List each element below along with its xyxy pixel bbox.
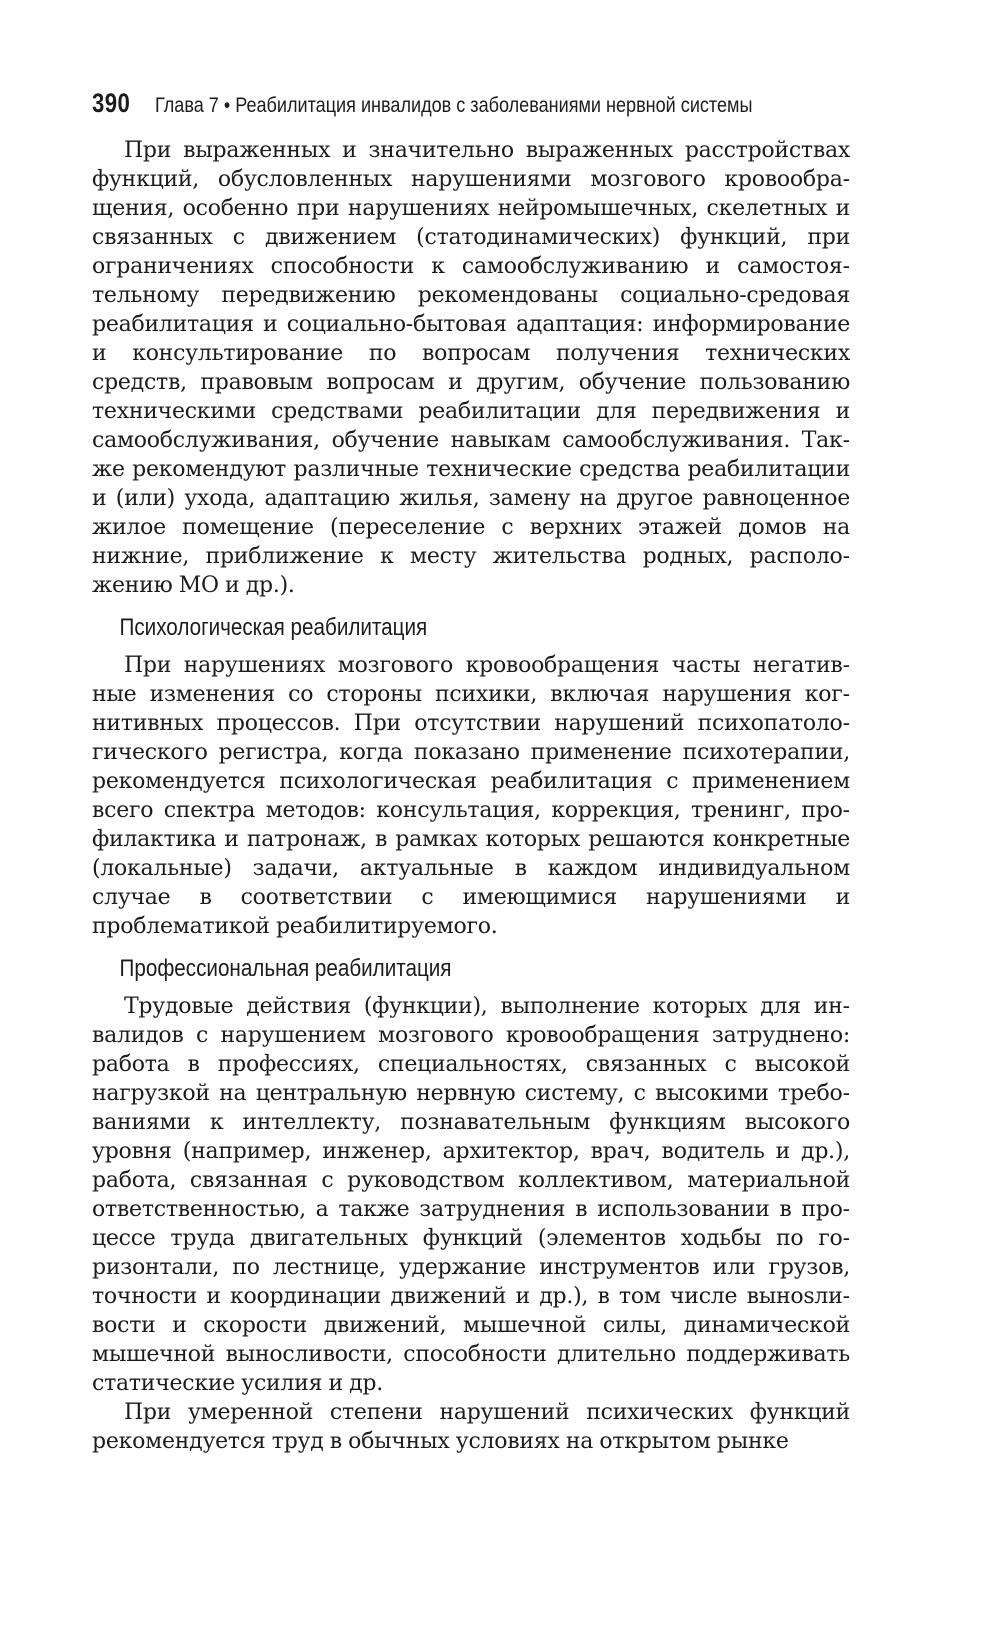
chapter-title: Глава 7 • Реабилитация инвалидов с заболеваниями нервной системы <box>155 94 753 117</box>
page-number: 390 <box>92 88 131 118</box>
paragraph-professional-rehab: Трудовые действия (функции), выполнение которых для инвалидов с нарушением мозгового кровообращения затруднено: работа в профессиях, специальностях, связанных с высокой нагрузкой на центральную нервную систему, с высокими требованиями к интеллекту, познавательным функциям высокого уровня (например, инженер, архитектор, врач, водитель и др.), работа, связанная с руководством коллективом, материальной ответственностью, а также затруднения в использовании в процессе труда двигательных функций (элементов ходьбы по горизонтали, по лестнице, удержание инструментов или грузов, точности и координации движений и др.), в том числе вынosливости и скорости движений, мышечной силы, динамической мышечной выносливости, способности длительно поддерживать статические усилия и др. <box>92 994 850 1396</box>
paragraph-moderate-impairment: При умеренной степени нарушений психических функций рекомендуется труд в обычных условиях на открытом рынке <box>92 1400 850 1454</box>
heading-psychological-rehab: Психологическая реабилитация <box>119 614 428 641</box>
book-page <box>92 88 850 1456</box>
running-header <box>92 88 850 130</box>
heading-professional-rehab: Профессиональная реабилитация <box>119 955 452 982</box>
paragraph-psychological-rehab: При нарушениях мозгового кровообращения часты негативные изменения со стороны психики, включая нарушения когнитивных процессов. При отсутствии нарушений психопатологического регистра, когда показано применение психотерапии, рекомендуется психологическая реабилитация с применением всего спектра методов: консультация, коррекция, тренинг, профилактика и патронаж, в рамках которых решаются конкретные (локальные) задачи, актуальные в каждом индивидуальном случае в соответствии с имеющимися нарушениями и проблематикой реабилитируемого. <box>92 653 850 939</box>
paragraph-social-rehab: При выраженных и значительно выраженных расстройствах функций, обусловленных нарушениями мозгового кровообращения, особенно при нарушениях нейромышечных, скелетных и связанных с движением (статодинамических) функций, при ограничениях способности к самообслуживанию и самостоятельному передвижению рекомендованы социально-средовая реабилитация и социально-бытовая адаптация: информирование и консультирование по вопросам получения технических средств, правовым вопросам и другим, обучение пользованию техническими средствами реабилитации для передвижения и самообслуживания, обучение навыкам самообслуживания. Также рекомендуют различные технические средства реабилитации и (или) ухода, адаптацию жилья, замену на другое равноценное жилое помещение (переселение с верхних этажей домов на нижние, приближение к месту жительства родных, расположению МО и др.). <box>92 138 850 598</box>
main-text <box>92 136 850 1456</box>
